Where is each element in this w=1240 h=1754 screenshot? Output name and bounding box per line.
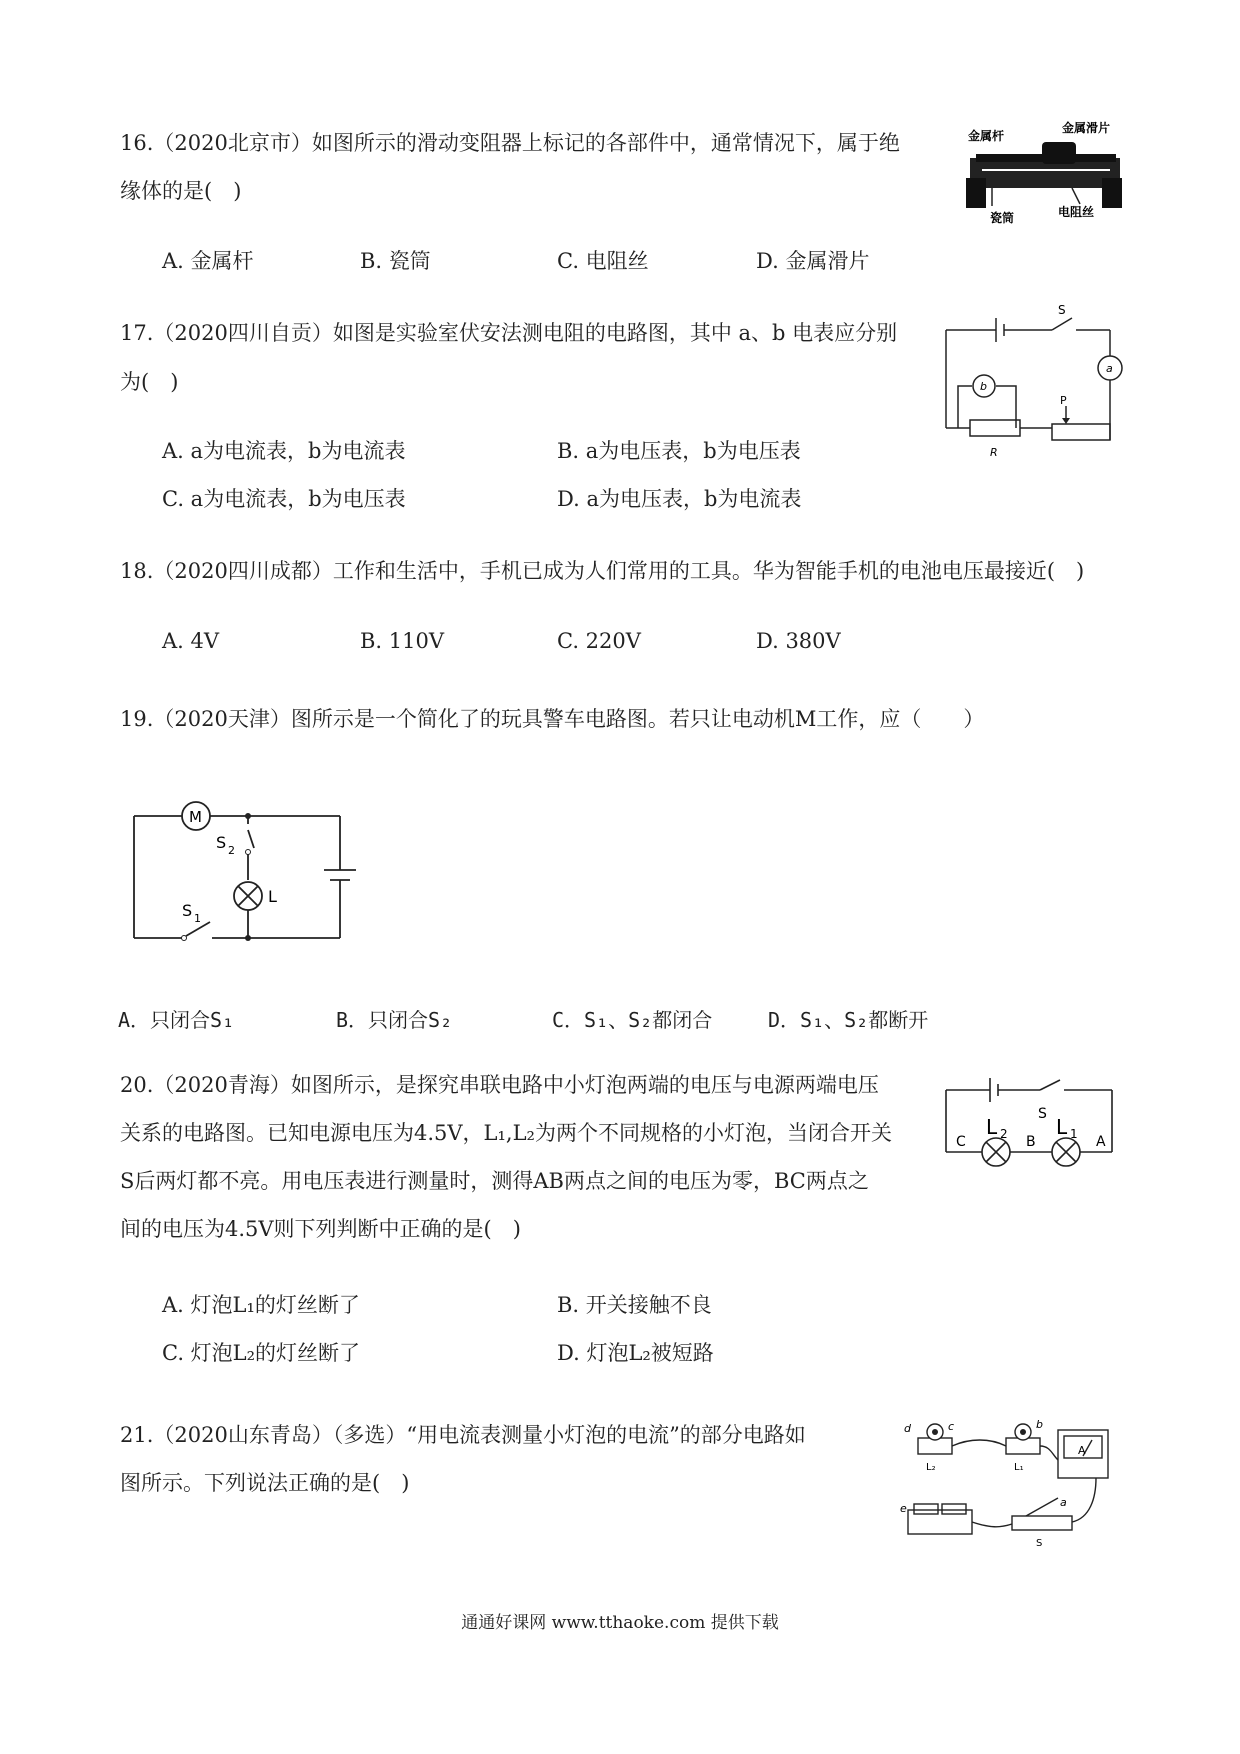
q16-label-tube: 瓷筒: [990, 211, 1015, 225]
q19-label-s1: S: [182, 901, 193, 920]
q20-option-d: D. 灯泡L₂被短路: [557, 1341, 714, 1365]
q16-stem-line2: 缘体的是( ): [120, 179, 242, 203]
q20-label-b: B: [1026, 1134, 1036, 1150]
q19-label-s2-sub: 2: [228, 844, 235, 857]
q20-stem-line1: 20.（2020青海）如图所示，是探究串联电路中小灯泡两端的电压与电源两端电压: [120, 1073, 879, 1097]
q21-stem-line1: 21.（2020山东青岛）（多选）“用电流表测量小灯泡的电流”的部分电路如: [120, 1423, 806, 1447]
q17-label-b: b: [980, 380, 987, 393]
q17-option-b: B. a为电压表，b为电压表: [557, 439, 801, 463]
q20-label-l2-sub: 2: [1000, 1127, 1008, 1141]
q19-label-l: L: [268, 887, 277, 906]
q20-option-b: B. 开关接触不良: [557, 1293, 712, 1317]
q17-option-c: C. a为电流表，b为电压表: [162, 487, 406, 511]
q19-label-s1-sub: 1: [194, 912, 201, 925]
q20-label-c: C: [956, 1134, 966, 1150]
q20-label-l1-sub: 1: [1070, 1127, 1078, 1141]
q20-option-a: A. 灯泡L₁的灯丝断了: [162, 1293, 360, 1317]
q21-label-a: a: [1060, 1496, 1067, 1509]
q16-option-c: C. 电阻丝: [557, 249, 649, 273]
q17-stem-line2: 为( ): [120, 370, 179, 394]
q17-stem-line1: 17.（2020四川自贡）如图是实验室伏安法测电阻的电路图，其中 a、b 电表应分别: [120, 321, 898, 345]
q17-option-a: A. a为电流表，b为电流表: [162, 439, 406, 463]
q18-option-b: B. 110V: [360, 629, 445, 653]
q17-label-p: P: [1060, 394, 1067, 407]
q20-label-s: S: [1038, 1106, 1047, 1122]
q19-option-d: D．S₁、S₂都断开: [768, 1008, 929, 1032]
q16-rheostat-figure: [962, 118, 1132, 228]
q20-stem-line2: 关系的电路图。已知电源电压为4.5V，L₁,L₂为两个不同规格的小灯泡，当闭合开关: [120, 1121, 892, 1145]
q17-label-s: S: [1058, 303, 1066, 317]
q17-label-a: a: [1106, 362, 1113, 375]
q21-label-ammeter: A: [1078, 1444, 1086, 1457]
q16-label-rod: 金属杆: [968, 129, 1005, 143]
q20-label-l1: L: [1056, 1115, 1068, 1139]
q19-circuit-figure: [120, 790, 360, 950]
q17-circuit-figure: [940, 300, 1140, 470]
q18-option-a: A. 4V: [162, 629, 220, 653]
q20-stem-line3: S后两灯都不亮。用电压表进行测量时，测得AB两点之间的电压为零，BC两点之: [120, 1169, 869, 1193]
q19-option-b: B．只闭合S₂: [336, 1008, 453, 1032]
q20-option-c: C. 灯泡L₂的灯丝断了: [162, 1341, 361, 1365]
q21-label-l2: L₂: [926, 1462, 936, 1473]
q21-circuit-figure: [900, 1418, 1130, 1548]
q21-stem-line2: 图所示。下列说法正确的是( ): [120, 1471, 410, 1495]
q16-label-slider: 金属滑片: [1062, 121, 1111, 135]
q21-label-l1: L₁: [1014, 1462, 1024, 1473]
q19-option-c: C．S₁、S₂都闭合: [552, 1008, 713, 1032]
q19-label-m: M: [189, 808, 202, 826]
q17-label-r: R: [990, 446, 998, 459]
q20-stem-line4: 间的电压为4.5V则下列判断中正确的是( ): [120, 1217, 521, 1241]
q16-option-d: D. 金属滑片: [756, 249, 870, 273]
q20-label-l2: L: [986, 1115, 998, 1139]
q21-label-s: S: [1036, 1538, 1043, 1548]
q20-circuit-figure: [940, 1070, 1120, 1180]
q21-label-b: b: [1036, 1418, 1043, 1431]
q20-label-a: A: [1096, 1134, 1106, 1150]
q18-option-c: C. 220V: [557, 629, 641, 653]
q19-label-s2: S: [216, 833, 227, 852]
q17-option-d: D. a为电压表，b为电流表: [557, 487, 802, 511]
q21-label-e: e: [900, 1502, 907, 1515]
q18-option-d: D. 380V: [756, 629, 841, 653]
q19-stem: 19.（2020天津）图所示是一个简化了的玩具警车电路图。若只让电动机M工作，应（ ）: [120, 707, 985, 731]
q16-option-b: B. 瓷筒: [360, 249, 431, 273]
q16-stem-line1: 16.（2020北京市）如图所示的滑动变阻器上标记的各部件中，通常情况下，属于绝: [120, 131, 900, 155]
q19-option-a: A．只闭合S₁: [118, 1008, 235, 1032]
q21-label-c: c: [948, 1420, 955, 1433]
q18-stem: 18.（2020四川成都）工作和生活中，手机已成为人们常用的工具。华为智能手机的电池电压最接近( ): [120, 559, 1085, 583]
q16-option-a: A. 金属杆: [162, 249, 254, 273]
page-footer: 通通好课网 www.tthaoke.com 提供下载: [461, 1613, 779, 1633]
q16-label-wire: 电阻丝: [1058, 205, 1095, 219]
q21-label-d: d: [904, 1422, 911, 1435]
